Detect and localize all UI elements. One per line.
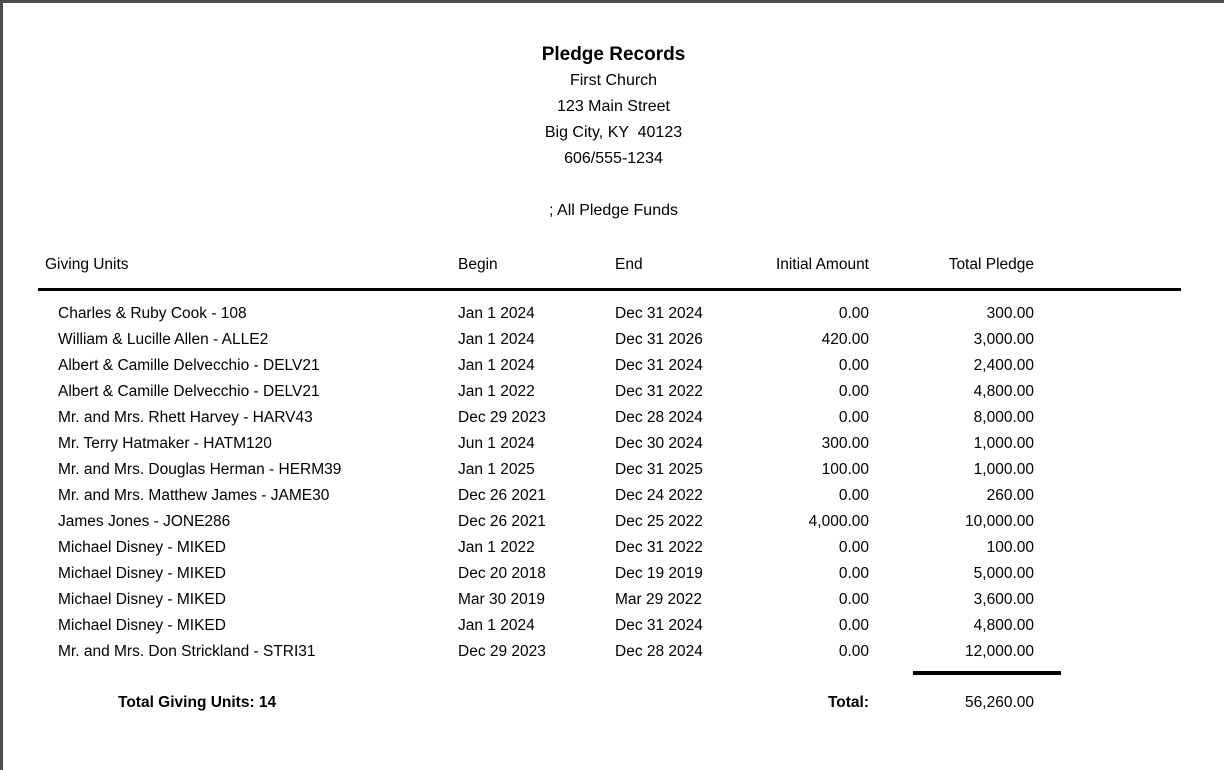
initial-amount-cell: 0.00 [838, 487, 869, 504]
total-pledge-cell: 4,800.00 [973, 383, 1034, 400]
total-pledge-cell: 8,000.00 [973, 409, 1034, 426]
giving-unit-cell: Mr. and Mrs. Rhett Harvey - HARV43 [58, 409, 313, 426]
column-header-end: End [615, 256, 643, 273]
column-header-begin: Begin [458, 256, 498, 273]
initial-amount-cell: 0.00 [838, 591, 869, 608]
column-header-initial-amount: Initial Amount [775, 256, 869, 273]
table-row [38, 613, 1188, 639]
end-date-cell: Mar 29 2022 [615, 591, 703, 608]
total-pledge-cell: 2,400.00 [973, 357, 1034, 374]
initial-amount-cell: 300.00 [821, 435, 869, 452]
end-date-cell: Dec 28 2024 [615, 643, 703, 660]
initial-amount-cell: 0.00 [838, 643, 869, 660]
begin-date-cell: Jan 1 2025 [458, 461, 535, 478]
table-row [38, 535, 1188, 561]
table-row [38, 457, 1188, 483]
table-row [38, 405, 1188, 431]
table-column-headers [38, 252, 1188, 278]
giving-unit-cell: Albert & Camille Delvecchio - DELV21 [58, 357, 320, 374]
begin-date-cell: Jan 1 2024 [458, 331, 535, 348]
giving-unit-cell: William & Lucille Allen - ALLE2 [58, 331, 269, 348]
total-pledge-cell: 3,600.00 [973, 591, 1034, 608]
giving-unit-cell: James Jones - JONE286 [58, 513, 231, 530]
begin-date-cell: Jan 1 2024 [458, 305, 535, 322]
total-pledge-cell: 1,000.00 [973, 435, 1034, 452]
total-pledge-cell: 300.00 [986, 305, 1034, 322]
giving-unit-cell: Charles & Ruby Cook - 108 [58, 305, 247, 322]
end-date-cell: Dec 31 2024 [615, 617, 703, 634]
table-row [38, 587, 1188, 613]
total-giving-units-label: Total Giving Units: 14 [118, 694, 277, 711]
begin-date-cell: Dec 26 2021 [458, 487, 546, 504]
table-body [38, 301, 1188, 665]
end-date-cell: Dec 24 2022 [615, 487, 703, 504]
giving-unit-cell: Michael Disney - MIKED [58, 565, 226, 582]
table-row [38, 353, 1188, 379]
organization-name: First Church [569, 72, 658, 89]
begin-date-cell: Dec 26 2021 [458, 513, 546, 530]
begin-date-cell: Mar 30 2019 [458, 591, 546, 608]
total-double-rule [913, 671, 1061, 675]
column-header-total-pledge: Total Pledge [948, 256, 1034, 273]
table-row [38, 327, 1188, 353]
giving-unit-cell: Michael Disney - MIKED [58, 591, 226, 608]
total-pledge-cell: 4,800.00 [973, 617, 1034, 634]
total-pledge-cell: 100.00 [986, 539, 1034, 556]
giving-unit-cell: Michael Disney - MIKED [58, 617, 226, 634]
total-pledge-cell: 3,000.00 [973, 331, 1034, 348]
initial-amount-cell: 4,000.00 [808, 513, 869, 530]
end-date-cell: Dec 30 2024 [615, 435, 703, 452]
total-pledge-cell: 260.00 [986, 487, 1034, 504]
address-line-1: 123 Main Street [557, 98, 670, 115]
end-date-cell: Dec 19 2019 [615, 565, 703, 582]
end-date-cell: Dec 31 2022 [615, 383, 703, 400]
begin-date-cell: Dec 29 2023 [458, 643, 546, 660]
report-title: Pledge Records [541, 44, 686, 65]
initial-amount-cell: 0.00 [838, 357, 869, 374]
initial-amount-cell: 100.00 [821, 461, 869, 478]
total-pledge-cell: 5,000.00 [973, 565, 1034, 582]
total-pledge-cell: 10,000.00 [965, 513, 1034, 530]
initial-amount-cell: 0.00 [838, 617, 869, 634]
giving-unit-cell: Mr. and Mrs. Matthew James - JAME30 [58, 487, 330, 504]
total-value: 56,260.00 [965, 694, 1034, 711]
total-pledge-cell: 12,000.00 [965, 643, 1034, 660]
initial-amount-cell: 0.00 [838, 565, 869, 582]
total-label: Total: [827, 694, 869, 711]
initial-amount-cell: 420.00 [821, 331, 869, 348]
fund-filter-label: ; All Pledge Funds [549, 202, 678, 219]
begin-date-cell: Jan 1 2022 [458, 383, 535, 400]
begin-date-cell: Jan 1 2022 [458, 539, 535, 556]
end-date-cell: Dec 31 2022 [615, 539, 703, 556]
giving-unit-cell: Mr. and Mrs. Don Strickland - STRI31 [58, 643, 316, 660]
table-row [38, 301, 1188, 327]
end-date-cell: Dec 31 2026 [615, 331, 703, 348]
phone-number: 606/555-1234 [564, 150, 663, 167]
address-line-2: Big City, KY 40123 [544, 124, 683, 141]
table-row [38, 561, 1188, 587]
report-header [3, 42, 1224, 224]
end-date-cell: Dec 31 2025 [615, 461, 703, 478]
begin-date-cell: Jan 1 2024 [458, 357, 535, 374]
table-row [38, 379, 1188, 405]
initial-amount-cell: 0.00 [838, 383, 869, 400]
begin-date-cell: Jun 1 2024 [458, 435, 535, 452]
end-date-cell: Dec 31 2024 [615, 305, 703, 322]
total-pledge-cell: 1,000.00 [973, 461, 1034, 478]
end-date-cell: Dec 28 2024 [615, 409, 703, 426]
begin-date-cell: Dec 29 2023 [458, 409, 546, 426]
giving-unit-cell: Mr. and Mrs. Douglas Herman - HERM39 [58, 461, 342, 478]
initial-amount-cell: 0.00 [838, 409, 869, 426]
table-row [38, 431, 1188, 457]
end-date-cell: Dec 31 2024 [615, 357, 703, 374]
initial-amount-cell: 0.00 [838, 539, 869, 556]
end-date-cell: Dec 25 2022 [615, 513, 703, 530]
begin-date-cell: Dec 20 2018 [458, 565, 546, 582]
giving-unit-cell: Michael Disney - MIKED [58, 539, 226, 556]
table-row [38, 509, 1188, 535]
header-rule [38, 288, 1181, 291]
giving-unit-cell: Mr. Terry Hatmaker - HATM120 [58, 435, 272, 452]
report-totals [38, 690, 1188, 716]
table-row [38, 639, 1188, 665]
column-header-giving-units: Giving Units [45, 256, 129, 273]
begin-date-cell: Jan 1 2024 [458, 617, 535, 634]
initial-amount-cell: 0.00 [838, 305, 869, 322]
giving-unit-cell: Albert & Camille Delvecchio - DELV21 [58, 383, 320, 400]
table-row [38, 483, 1188, 509]
